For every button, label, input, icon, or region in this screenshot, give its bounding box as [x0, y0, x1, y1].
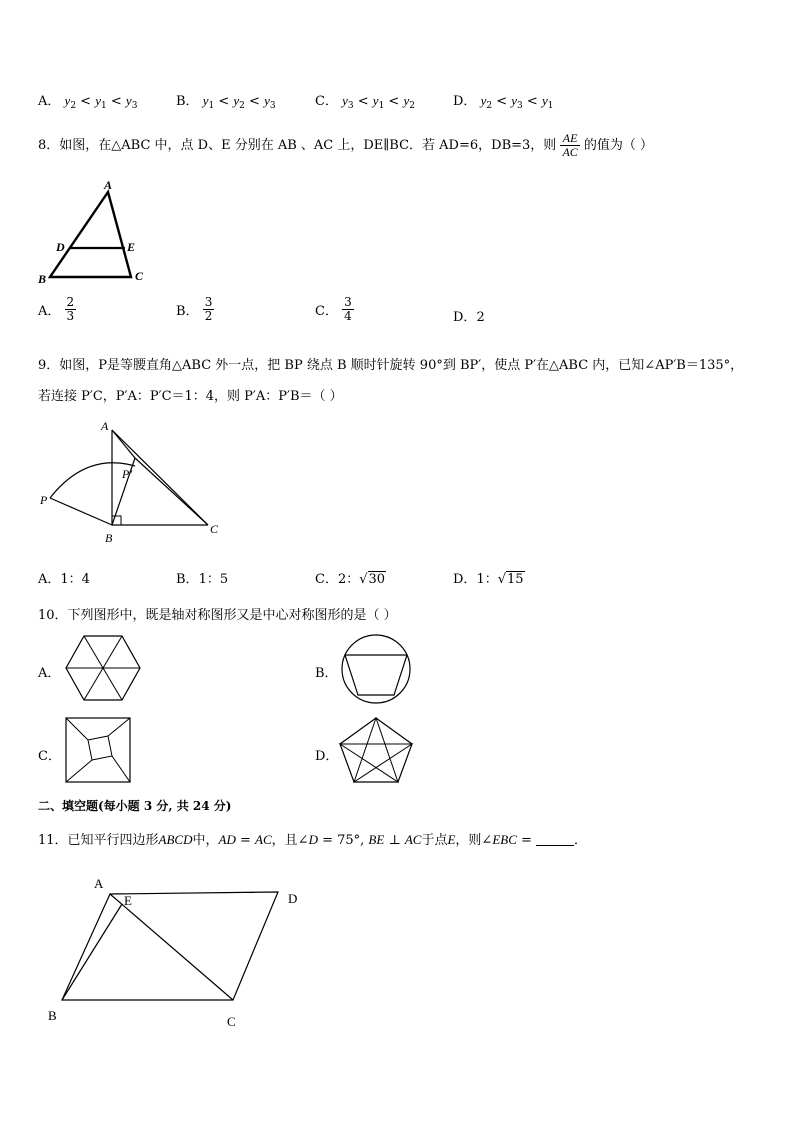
q7-option-b[interactable]: B． $y_1 < y_2 < y_3$ [176, 93, 276, 111]
q8-option-c[interactable]: C． $\frac{3}{4}$ [315, 295, 352, 324]
q7-option-d[interactable]: D． $y_2 < y_3 < y_1$ [453, 93, 554, 111]
pinwheel-line [112, 756, 130, 782]
diagonal-ac [110, 894, 233, 1000]
q8-option-d[interactable]: D．2 [453, 310, 485, 325]
q9-stem-line2: 若连接 P′C，P′A：P′C＝1：4，则 P′A：P′B＝（ ） [38, 389, 343, 404]
label-b: B [105, 531, 113, 545]
label-b: B [48, 1008, 57, 1023]
q10-hexagon-figure[interactable] [64, 632, 144, 704]
label-p: P [40, 493, 48, 507]
q7-option-c[interactable]: C． $y_3 < y_1 < y_2$ [315, 93, 415, 111]
segment-pc [135, 458, 208, 525]
triangle-abc [50, 192, 131, 277]
pinwheel-line [108, 718, 130, 736]
q7-option-a[interactable]: A． $y_2 < y_1 < y_3$ [38, 93, 138, 111]
segment-be [62, 904, 122, 1000]
q8-option-a[interactable]: A． $\frac{2}{3}$ [38, 295, 75, 324]
q11-stem: 11．已知平行四边形ABCD中，AD = AC，且∠D = 75°, BE ⊥ AC于点E，则∠EBC = ． [38, 832, 588, 848]
q10-pentagon-star-figure[interactable] [338, 715, 416, 785]
circle-outline [342, 635, 410, 703]
q10-option-d-label[interactable]: D． [315, 749, 339, 764]
q9-stem-line1: 9．如图，P是等腰直角△ABC 外一点，把 BP 绕点 B 顺时针旋转 90°到 BP′，使点 P′在△ABC 内，已知∠AP′B＝135°， [38, 358, 744, 373]
q9-option-c[interactable]: C．2：√30 [315, 572, 386, 587]
q10-option-b-label[interactable]: B． [315, 666, 338, 681]
label-c: C [227, 1014, 236, 1029]
segment-ap [112, 430, 135, 458]
label-a: A [101, 419, 109, 433]
label-a: A [104, 178, 113, 192]
label-c: C [135, 269, 144, 283]
q10-option-a-label[interactable]: A． [38, 666, 61, 681]
label-b: B [38, 272, 47, 286]
q8-fraction: $\frac{AE}{AC}$ [562, 131, 578, 160]
label-c: C [210, 522, 219, 536]
answer-blank[interactable] [536, 833, 574, 846]
trapezoid [345, 655, 407, 695]
q10-square-pinwheel-figure[interactable] [64, 716, 132, 784]
pinwheel-line [66, 718, 88, 740]
segment-bp [50, 498, 112, 525]
pentagon-outline [340, 718, 412, 782]
label-d: D [56, 240, 65, 254]
q9-figure [36, 414, 226, 550]
q8-stem: 8．如图，在△ABC 中，点 D、E 分别在 AB 、AC 上，DE∥BC．若 AD=6，DB=3，则 $\frac{AE}{AC}$ 的值为（ ） [38, 131, 654, 160]
q10-stem: 10．下列图形中，既是轴对称图形又是中心对称图形的是（ ） [38, 608, 397, 623]
q8-triangle-figure [30, 176, 160, 286]
pinwheel-line [66, 760, 92, 782]
label-a: A [94, 876, 104, 891]
label-e: E [124, 893, 132, 908]
label-d: D [288, 891, 298, 906]
q11-parallelogram-figure [40, 872, 310, 1034]
label-p-prime: P′ [122, 467, 132, 481]
q8-option-b[interactable]: B． $\frac{3}{2}$ [176, 295, 213, 324]
q9-option-b[interactable]: B．1：5 [176, 572, 229, 587]
label-e: E [127, 240, 136, 254]
q10-circle-trapezoid-figure[interactable] [340, 633, 412, 705]
q9-option-a[interactable]: A．1：4 [38, 572, 90, 587]
q10-option-c-label[interactable]: C． [38, 749, 61, 764]
section-title: 二、填空题(每小题 3 分, 共 24 分) [38, 799, 232, 813]
inner-square [88, 736, 112, 760]
q9-option-d[interactable]: D．1：√15 [453, 572, 524, 587]
